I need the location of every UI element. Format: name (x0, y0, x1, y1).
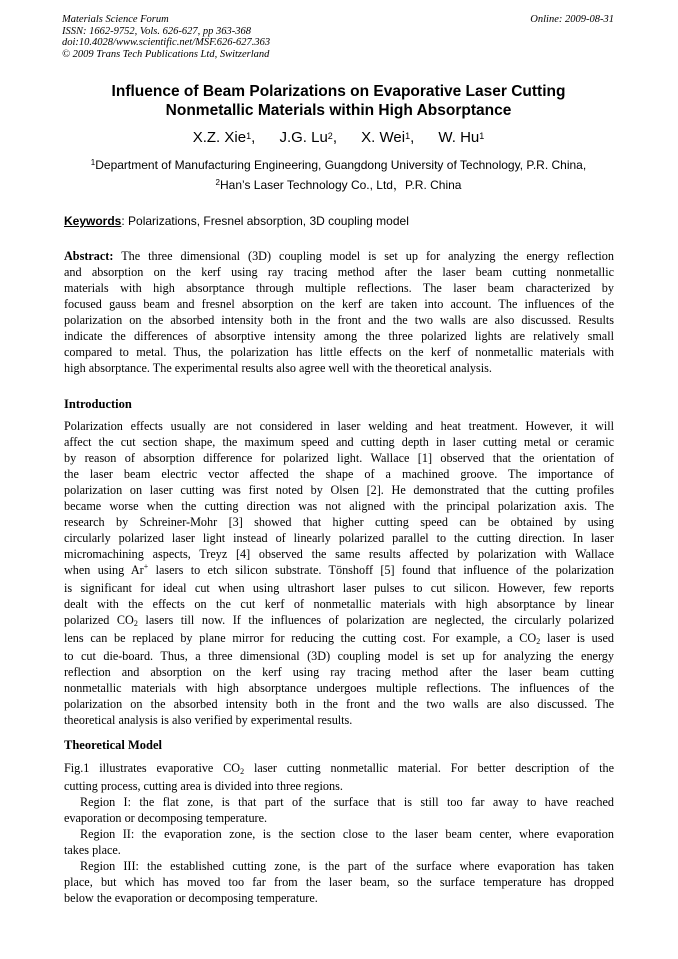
region-2: Region II: the evaporation zone, is the section close to the laser beam center, where evaporation (80, 827, 614, 841)
keywords-label: Keywords (64, 214, 122, 228)
author-list (62, 128, 615, 148)
paper-title (62, 82, 615, 120)
author: J.G. Lu$^2$, (279, 129, 337, 146)
title-line-1: Influence of Beam Polarizations on Evaporative Laser Cutting (111, 83, 566, 100)
introduction-heading: Introduction (64, 397, 132, 411)
region-1: Region I: the flat zone, is that part of the surface that is still too far away to have reached (80, 795, 614, 809)
author: X. Wei$^1$, (361, 129, 415, 146)
author: W. Hu$^1$ (438, 129, 485, 146)
journal-header (62, 14, 462, 60)
abstract-label: Abstract: (64, 249, 114, 263)
title-line-2: Nonmetallic Materials within High Absorptance (165, 102, 512, 119)
keywords: Keywords: Polarizations, Fresnel absorption, 3D coupling model (64, 214, 409, 228)
issn-line: ISSN: 1662-9752, Vols. 626-627, pp 363-368 (62, 25, 251, 37)
online-date: Online: 2009-08-31 (530, 14, 614, 25)
introduction-body: Polarization effects usually are not considered in laser welding and heat treatment. However, it will affect the cut section shape, the maximum speed and cutting depth in laser cutting metal or ceramic by reason of absorption difference for polarized light. Wallace [1] observed that the orientation of the laser beam electric vector affected the shape of a machined groove. The importance of polarization on laser cutting was first noted by Olsen [2]. He demonstrated that the cutting profiles became worse when the cutting direction was not aligned with the principal polarization axis. The research by Schreiner-Mohr [3] showed that higher cutting speed can be obtained by using circularly polarized laser light instead of linearly polarized parallel to the cutting direction. In laser micromachining aspects, Treyz [4] observed the same results affected by polarization with Wallace when using Ar+ lasers to etch silicon substrate. Tönshoff [5] found that influence of the polarization is significant for ideal cut when using ultrashort laser pulses to cut silicon. However, few reports dealt with the effects on the cut kerf of nonmetallic materials with high absorptance by linear polarized $CO_2$ lasers till now. If the influences of polarization are neglected, the circularly polarized lens can be replaced by plane mirror for reducing the cutting cost. For example, a $CO_2$ laser is used to cut die-board. Thus, a three dimensional (3D) coupling model is set up for analyzing the energy reflection and absorption on the kerf using ray tracing method after the laser beam cutting nonmetallic materials with high absorptance undergoes multiple reflections. The influences of the polarization on the absorbed intensity both in the front and the two walls are also discussed. The theoretical analysis is also verified by experimental results. (64, 419, 614, 727)
theoretical-model-heading: Theoretical Model (64, 738, 163, 752)
affiliation-2: $^2$Han’s Laser Technology Co., Ltd，P.R. China (215, 178, 462, 192)
keywords-text: Polarizations, Fresnel absorption, 3D coupling model (124, 214, 409, 228)
doi-line: doi:10.4028/www.scientific.net/MSF.626-627.363 (62, 37, 271, 48)
author: X.Z. Xie$^1$, (192, 129, 256, 146)
journal-name: Materials Science Forum (62, 14, 169, 25)
theoretical-model-body: Fig.1 illustrates evaporative $CO_2$ laser cutting nonmetallic material. For better description of the cutting process, cutting area is divided into three regions. Region I: the flat zone, is that part of the surface that is still too far away to have reached evaporation or decomposing temperature. Region II: the evaporation zone, is the section close to the laser beam center, where evaporation takes place. Region III: the established cutting zone, is the part of the surface where evaporation has taken place, but which has moved too far from the laser beam, so the surface temperature has dropped below the evaporation or decomposing temperature. (64, 761, 615, 905)
copyright-line: © 2009 Trans Tech Publications Ltd, Switzerland (62, 48, 270, 60)
region-3: Region III: the established cutting zone, is the part of the surface where evaporation has taken (80, 859, 614, 873)
abstract: Abstract: The three dimensional (3D) coupling model is set up for analyzing the energy reflection and absorption on the kerf using ray tracing method after the laser beam cutting nonmetallic materials with high absorptance through multiple reflections. The laser beam characterized by focused gauss beam and fresnel absorption on the kerf are taken into account. The influences of the polarization on the absorbed intensity both in the front and the two walls are also discussed. Results indicate the differences of absorptive intensity among the three polarized lights are relatively small compared to metal. Thus, the polarization has little effects on the kerf of nonmetallic materials with high absorptance. The experimental results also agree well with the theoretical analysis. (64, 249, 614, 375)
affiliation-1: $^1$Department of Manufacturing Engineering, Guangdong University of Technology, P.R. China, (90, 158, 587, 172)
